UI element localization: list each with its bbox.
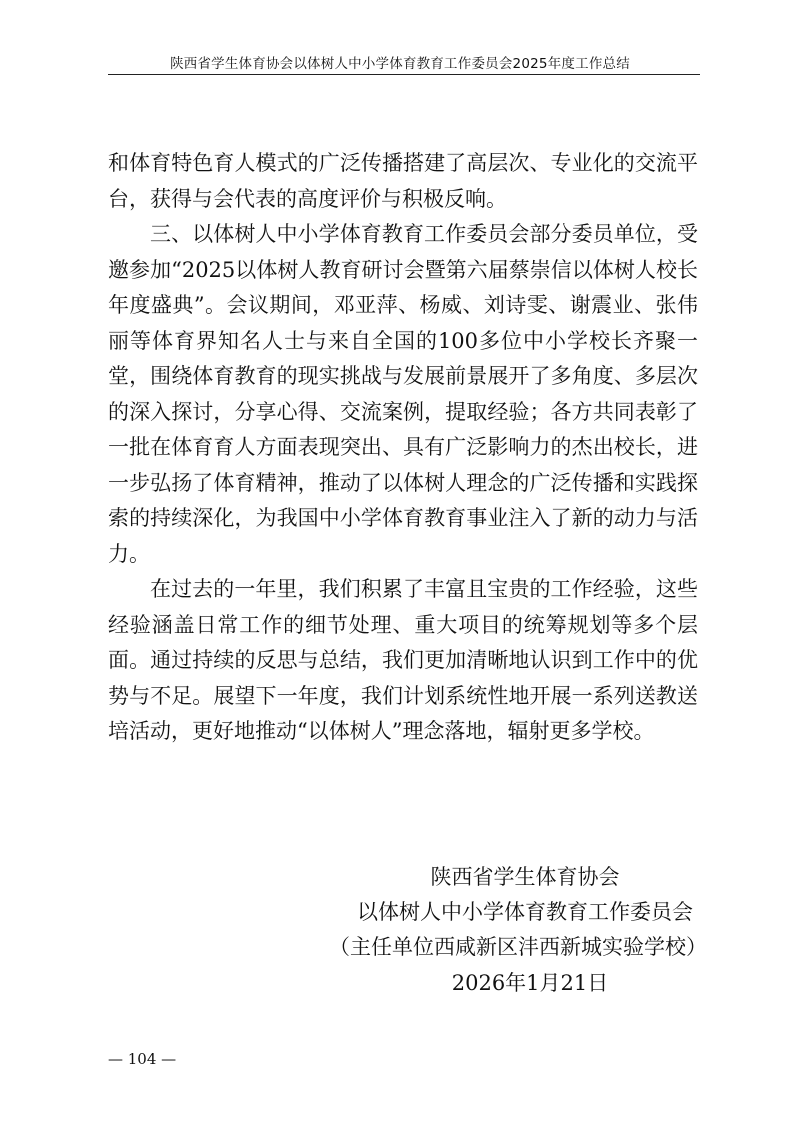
signature-org-line2: 以体树人中小学体育教育工作委员会 [357, 900, 693, 924]
paragraph-seminar: 三、以体树人中小学体育教育工作委员会部分委员单位，受邀参加“2025以体树人教育研讨会暨第六届蔡崇信以体树人校长年度盛典”。会议期间，邓亚萍、杨威、刘诗雯、谢震业、张伟丽等体育界知名人士与来自全国的100多位中小学校长齐聚一堂，围绕体育教育的现实挑战与发展前景展开了多角度、多层次的深入探讨，分享心得、交流案例，提取经验；各方共同表彰了一批在体育育人方面表现突出、具有广泛影响力的杰出校长，进一步弘扬了体育精神，推动了以体树人理念的广泛传播和实践探索的持续深化，为我国中小学体育教育事业注入了新的动力与活力。 [108, 222, 698, 566]
header-rule [108, 74, 700, 75]
paragraph-continued: 和体育特色育人模式的广泛传播搭建了高层次、专业化的交流平台，获得与会代表的高度评价与积极反响。 [108, 151, 698, 211]
signature-org-line3: （主任单位西咸新区沣西新城实验学校） [329, 935, 707, 959]
paragraph-summary: 在过去的一年里，我们积累了丰富且宝贵的工作经验，这些经验涵盖日常工作的细节处理、重大项目的统筹规划等多个层面。通过持续的反思与总结，我们更加清晰地认识到工作中的优势与不足。展望下一年度，我们计划系统性地开展一系列送教送培活动，更好地推动“以体树人”理念落地，辐射更多学校。 [108, 577, 698, 743]
running-header: 陕西省学生体育协会以体树人中小学体育教育工作委员会2025年度工作总结 [170, 56, 630, 72]
page-number: — 104 — [108, 1050, 177, 1068]
signature-org-line1: 陕西省学生体育协会 [430, 865, 620, 889]
signature-date: 2026年1月21日 [451, 971, 609, 995]
body-text [108, 146, 698, 750]
